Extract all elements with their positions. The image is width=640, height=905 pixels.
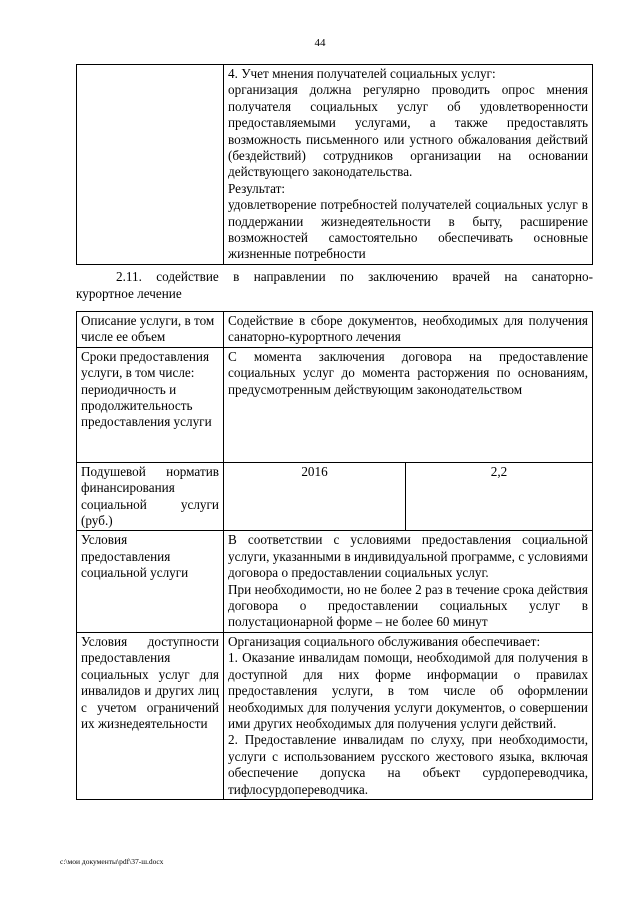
table-row (77, 347, 593, 462)
norm-year: 2016 (224, 462, 406, 531)
table-row (77, 462, 593, 531)
feedback-body: организация должна регулярно проводить опрос мнения получателя социальных услуг об удовлетворенности предоставляемыми услугами, а также предоставлять возможность письменного или устного обжалования действий (бездействий) сотрудников организации на основании действующего законодательства. (228, 82, 588, 180)
table-row (77, 531, 593, 632)
section-heading (76, 268, 593, 302)
conditions-p2: При необходимости, но не более 2 раз в течение срока действия договора о предоставлении социальных услуг в полустационарной форме – не более 60 минут (228, 581, 588, 630)
feedback-cell (224, 65, 593, 265)
conditions-label: Условия предоставления социальной услуги (77, 531, 224, 632)
footer-file-path: c:\мои документы\pdf\37-ш.docx (60, 857, 164, 866)
page-number: 44 (314, 37, 326, 49)
result-text: удовлетворение потребностей получателей социальных услуг в поддержании жизнедеятельности в быту, расширение возможностей самостоятельно обеспечивать основные жизненные потребности (228, 197, 588, 262)
conditions-p1: В соответствии с условиями предоставления социальной услуги, указанными в индивидуальной программе, с условиями договора о предоставлении социальных услуг. (228, 532, 588, 581)
accessibility-value (224, 632, 593, 799)
terms-label: Сроки предоставления услуги, в том числе: периодичность и продолжительность предоставления услуги (77, 347, 224, 462)
description-label: Описание услуги, в том числе ее объем (77, 312, 224, 348)
accessibility-p2: 2. Предоставление инвалидам по слуху, при необходимости, услуги с использованием русского жестового языка, включая обеспечение допуска на объект сурдопереводчика, тифлосурдопереводчика. (228, 732, 588, 797)
norm-label: Подушевой норматив финансирования социальной услуги (руб.) (77, 462, 224, 531)
accessibility-p1: 1. Оказание инвалидам помощи, необходимой для получения в доступной для них форме информации о правилах предоставления услуги, в том числе об оформлении необходимых для получения услуги документов, о совершении ими других необходимых для получения услуги действий. (228, 650, 588, 731)
accessibility-p0: Организация социального обслуживания обеспечивает: (228, 633, 541, 649)
feedback-title: 4. Учет мнения получателей социальных услуг: (228, 66, 496, 81)
table-row (77, 632, 593, 799)
table-row (77, 312, 593, 348)
description-value: Содействие в сборе документов, необходимых для получения санаторно-курортного лечения (224, 312, 593, 348)
terms-value: С момента заключения договора на предоставление социальных услуг до момента расторжения по основаниям, предусмотренным действующим законодательством (224, 347, 593, 462)
section-heading-line1: 2.11. содействие в направлении по заключению врачей на санаторно- (116, 269, 593, 284)
empty-left-cell (77, 65, 224, 265)
norm-amount: 2,2 (406, 462, 593, 531)
top-continuation-table (76, 64, 593, 265)
service-table (76, 311, 593, 800)
conditions-value (224, 531, 593, 632)
section-heading-line2: курортное лечение (76, 286, 182, 301)
accessibility-label: Условия доступности предоставления социальных услуг для инвалидов и других лиц с учетом ограничений их жизнедеятельности (77, 632, 224, 799)
result-label: Результат: (228, 180, 286, 196)
